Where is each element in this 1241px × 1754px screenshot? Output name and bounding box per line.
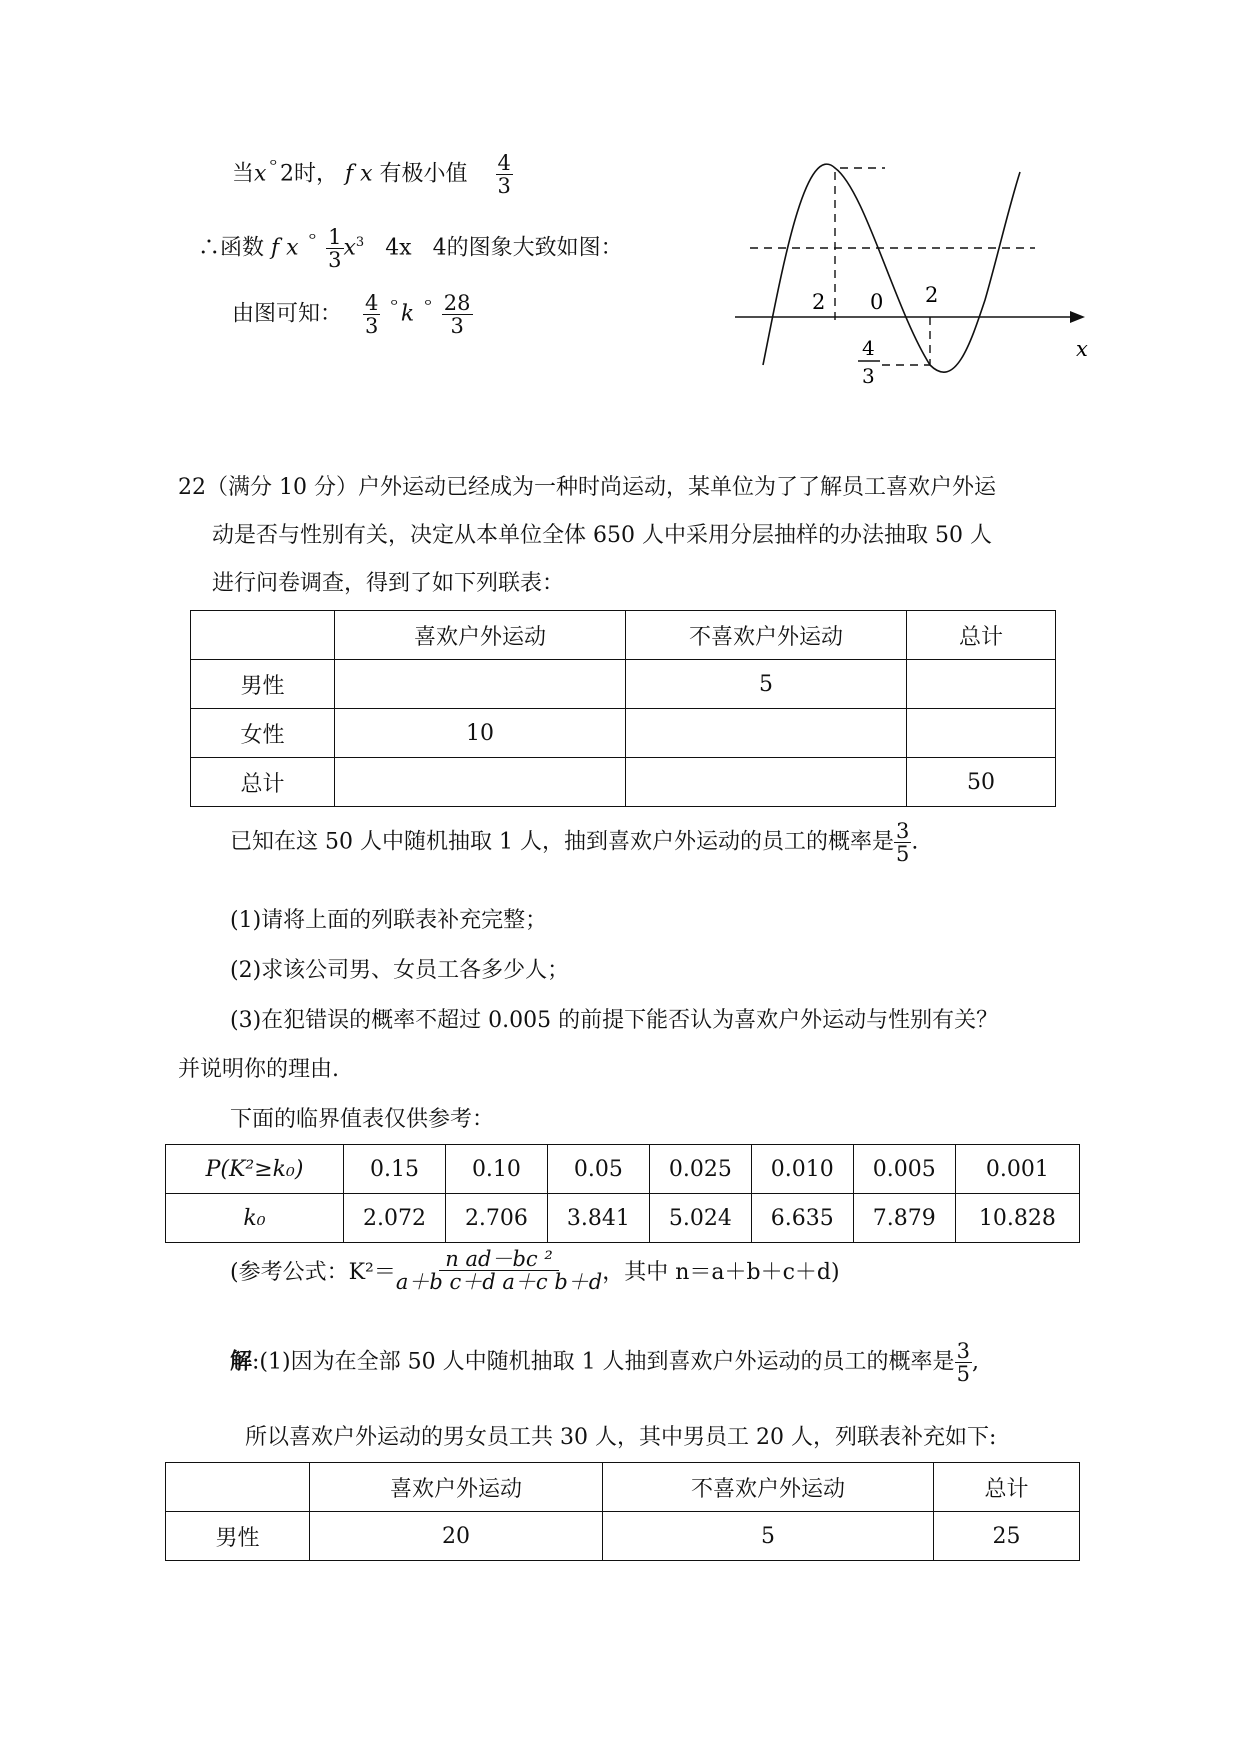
table-row	[191, 660, 1056, 709]
table-header-row	[166, 1463, 1080, 1512]
label-zero: 0	[870, 290, 884, 314]
table-cell: 50	[907, 758, 1056, 807]
table-cell	[907, 709, 1056, 758]
table-row	[166, 1194, 1080, 1243]
label-min-numerator: 4	[862, 336, 875, 360]
label-min-denominator: 3	[862, 364, 875, 388]
x-axis-arrow	[1070, 311, 1085, 323]
table-cell	[335, 660, 626, 709]
table-row	[191, 758, 1056, 807]
table-cell: 0.025	[649, 1145, 751, 1194]
table-cell: 5	[603, 1512, 934, 1561]
contingency-table	[190, 610, 1056, 807]
fraction-four-thirds: $\frac{4}{3}$	[497, 151, 511, 199]
table-cell	[626, 709, 907, 758]
table-cell: 0.15	[344, 1145, 446, 1194]
label-neg-two: 2	[812, 290, 826, 314]
table-cell: 0.10	[445, 1145, 547, 1194]
table-row	[166, 1512, 1080, 1561]
table-cell: 5	[626, 660, 907, 709]
cubic-graph	[720, 150, 1100, 400]
fraction-lower-bound: $\frac{4}{3}$	[365, 291, 379, 339]
table-cell: 0.001	[955, 1145, 1079, 1194]
q22-intro-line-2: 动是否与性别有关，决定从本单位全体 650 人中采用分层抽样的办法抽取 50 人	[212, 523, 992, 548]
table-cell	[166, 1463, 310, 1512]
table-cell: 0.05	[547, 1145, 649, 1194]
table-cell: 3.841	[547, 1194, 649, 1243]
table-cell: 25	[934, 1512, 1080, 1561]
table-cell: 总计	[191, 758, 335, 807]
critical-value-table	[165, 1144, 1080, 1243]
table-header: 不喜欢户外运动	[603, 1463, 934, 1512]
table-cell: 2.072	[344, 1194, 446, 1243]
table-cell: 女性	[191, 709, 335, 758]
table-cell	[626, 758, 907, 807]
chi-square-fraction: $\frac{\text{n ad－bc ²}}{\text{a＋b c＋d a＋c b＋d}}$	[395, 1247, 603, 1295]
table-cell: 6.635	[751, 1194, 853, 1243]
table-row	[191, 709, 1056, 758]
solution-line-2: 所以喜欢户外运动的男女员工共 30 人，其中男员工 20 人，列联表补充如下:	[245, 1425, 997, 1450]
table-cell: 男性	[166, 1512, 310, 1561]
completed-contingency-table	[165, 1462, 1080, 1561]
table-cell	[907, 660, 1056, 709]
table-cell: 2.706	[445, 1194, 547, 1243]
q22-intro-line-1: 22（满分 10 分）户外运动已经成为一种时尚运动，某单位为了了解员工喜欢户外运	[178, 475, 996, 500]
item-1: (1)请将上面的列联表补充完整；	[230, 908, 548, 933]
fraction-three-fifths-solution: $\frac{3}{5}$	[956, 1339, 970, 1387]
table-cell: P(K²≥k₀)	[166, 1145, 344, 1194]
table-header-row	[191, 611, 1056, 660]
table-cell: k₀	[166, 1194, 344, 1243]
reference-intro: 下面的临界值表仅供参考：	[230, 1107, 495, 1132]
table-cell: 0.005	[853, 1145, 955, 1194]
table-cell: 男性	[191, 660, 335, 709]
fraction-three-fifths: $\frac{3}{5}$	[895, 819, 910, 867]
label-pos-two: 2	[925, 283, 939, 307]
fraction-upper-bound: $\frac{28}{3}$	[443, 291, 471, 339]
probability-statement: 已知在这 50 人中随机抽取 1 人，抽到喜欢户外运动的员工的概率是 $\frac{3}{5}$ .	[230, 819, 919, 867]
table-cell: 10	[335, 709, 626, 758]
table-header: 总计	[934, 1463, 1080, 1512]
line-function-def: ∴函数 f x $^ᄋ$ $\frac{1}{3}$ $x^3$ 4x 4的图象大致如图：	[198, 225, 623, 273]
item-2: (2)求该公司男、女员工各多少人；	[230, 958, 570, 983]
label-x-axis: x	[1076, 337, 1088, 361]
line-min-value: 当$x^ᄋ2$时， f x 有极小值 $\frac{4}{3}$	[232, 151, 511, 199]
table-cell: 5.024	[649, 1194, 751, 1243]
table-header: 总计	[907, 611, 1056, 660]
table-cell: 0.010	[751, 1145, 853, 1194]
item-3: (3)在犯错误的概率不超过 0.005 的前提下能否认为喜欢户外运动与性别有关？	[230, 1008, 999, 1033]
table-cell: 20	[310, 1512, 603, 1561]
cubic-curve	[763, 164, 1020, 372]
table-cell: 10.828	[955, 1194, 1079, 1243]
solution-line-1: 解:(1)因为在全部 50 人中随机抽取 1 人抽到喜欢户外运动的员工的概率是 $\frac{3}{5}$ ,	[230, 1339, 979, 1387]
reference-formula: (参考公式：K²＝ $\frac{\text{n ad－bc ²}}{\text{a＋b c＋d a＋c b＋d}}$ ，其中 n＝a＋b＋c＋d)	[230, 1247, 840, 1295]
item-3-continued: 并说明你的理由.	[178, 1057, 339, 1082]
table-header: 喜欢户外运动	[310, 1463, 603, 1512]
table-header: 不喜欢户外运动	[626, 611, 907, 660]
fraction-one-third: $\frac{1}{3}$	[328, 225, 342, 273]
table-cell: 7.879	[853, 1194, 955, 1243]
table-header: 喜欢户外运动	[335, 611, 626, 660]
table-cell	[191, 611, 335, 660]
table-row	[166, 1145, 1080, 1194]
line-conclusion-k: 由图可知： $\frac{4}{3}$ $^ᄋ$k $^ᄋ$ $\frac{28}{3}$	[232, 291, 471, 339]
q22-intro-line-3: 进行问卷调查，得到了如下列联表：	[212, 571, 565, 596]
table-cell	[335, 758, 626, 807]
